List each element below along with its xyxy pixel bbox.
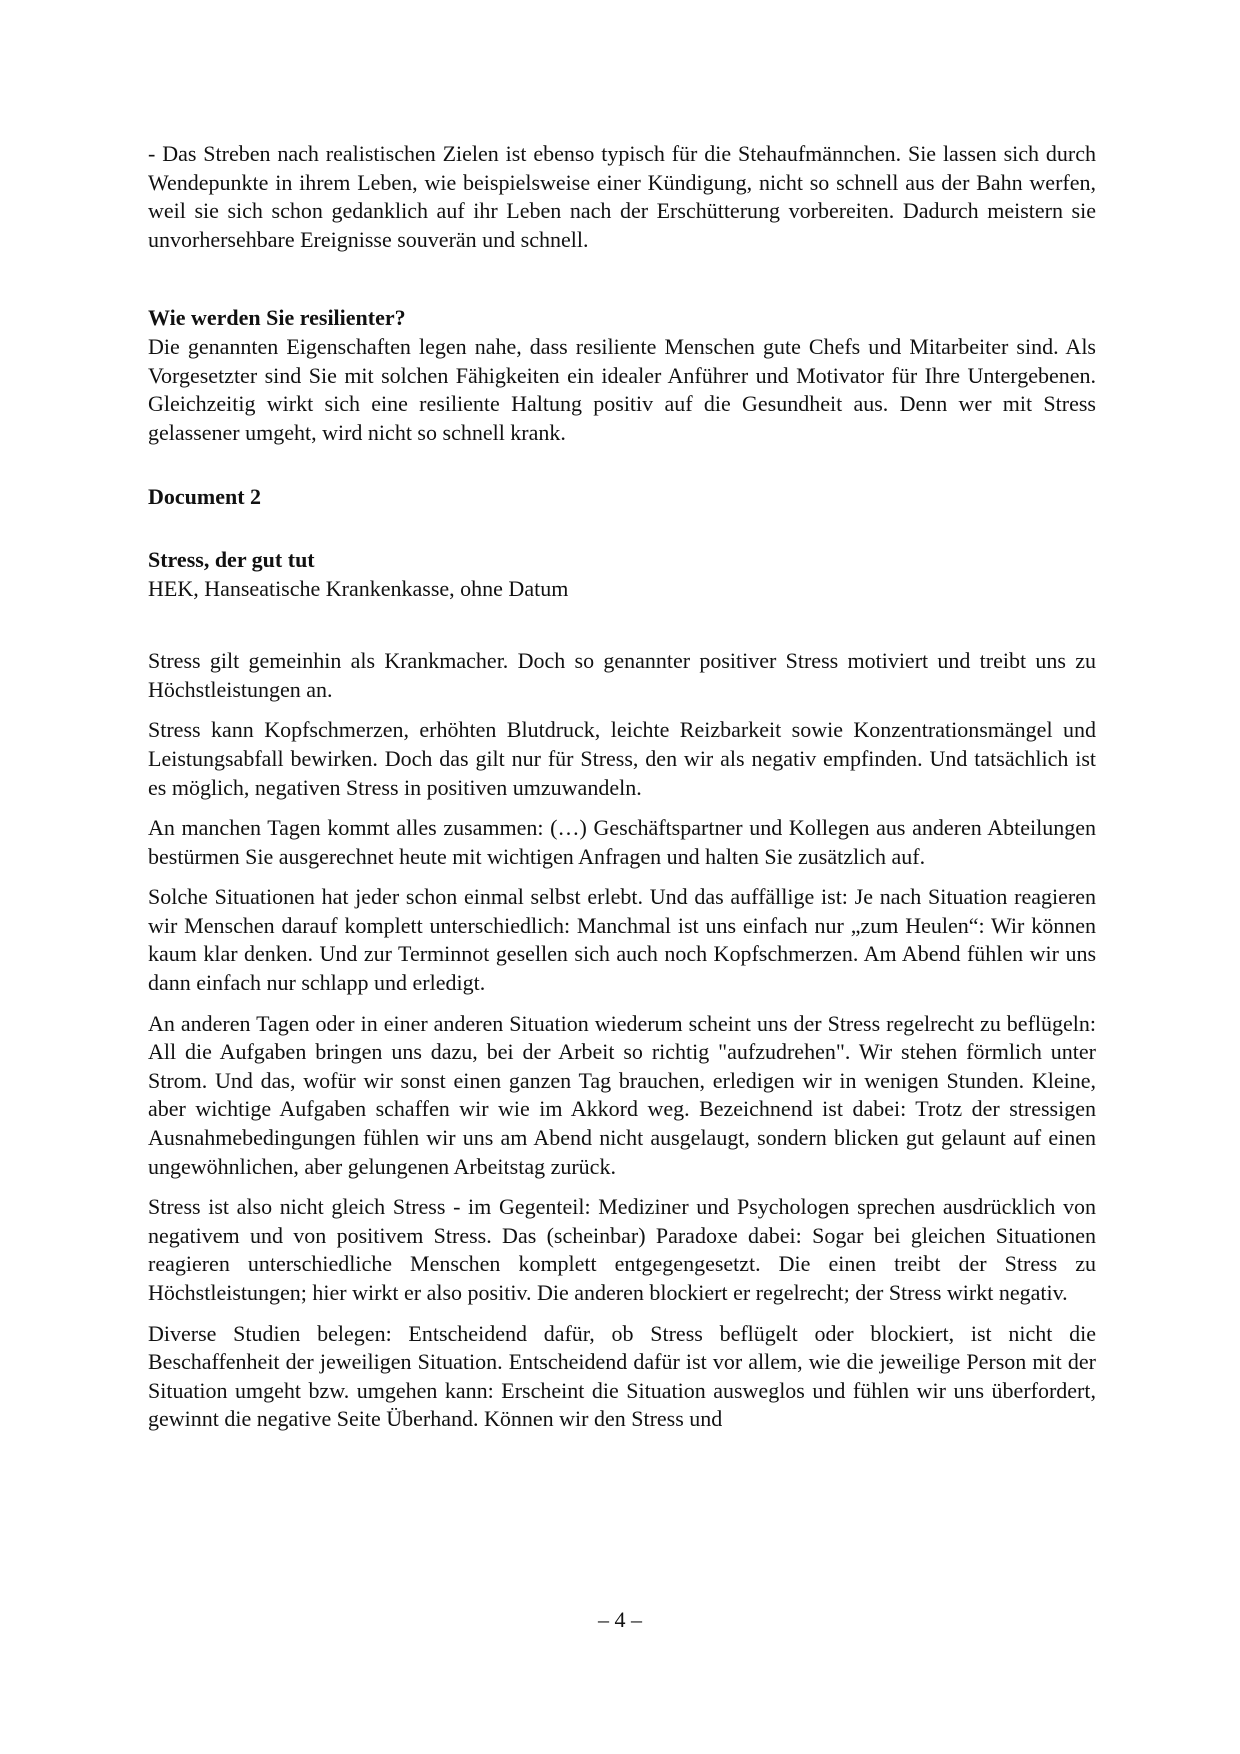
intro-paragraph: - Das Streben nach realistischen Zielen ist ebenso typisch für die Stehaufmännchen. Sie lassen sich durch Wendepunkte in ihrem Leben, wie beispielsweise einer Kündigung, nicht so schnell aus der Bahn werfen, weil sie sich schon gedanklich auf ihr Leben nach der Erschütterung vorbereiten. Dadurch meistern sie unvorhersehbare Ereignisse souverän und schnell. xyxy=(148,141,1096,252)
section-heading: Wie werden Sie resilienter? xyxy=(148,305,406,331)
document-source: HEK, Hanseatische Krankenkasse, ohne Datum xyxy=(148,575,569,601)
body-paragraph-3: An manchen Tagen kommt alles zusammen: (…) Geschäftspartner und Kollegen aus anderen Abteilungen bestürmen Sie ausgerechnet heute mit wichtigen Anfragen und halten Sie zusätzlich auf. xyxy=(148,815,1096,869)
spacer xyxy=(148,447,1096,483)
body-paragraph-7: Diverse Studien belegen: Entscheidend dafür, ob Stress beflügelt oder blockiert, ist nicht die Beschaffenheit der jeweiligen Situation. Entscheidend dafür ist vor allem, wie die jeweilige Person mit der Situation umgeht bzw. umgehen kann: Erscheint die Situation ausweglos und fühlen wir uns überfordert, gewinnt die negative Seite Überhand. Können wir den Stress und xyxy=(148,1320,1096,1432)
page-number: – 4 – xyxy=(598,1607,642,1632)
page-content xyxy=(148,140,1096,1434)
document-title: Stress, der gut tut xyxy=(148,546,315,572)
spacer xyxy=(148,254,1096,304)
body-paragraph-6: Stress ist also nicht gleich Stress - im Gegenteil: Mediziner und Psychologen sprechen ausdrücklich von negativem und von positivem Stress. Das (scheinbar) Paradoxe dabei: Sogar bei gleichen Situationen reagieren unterschiedliche Menschen komplett entgegengesetzt. Die einen treibt der Stress zu Höchstleistungen; hier wirkt er also positiv. Die anderen blockiert er regelrecht; der Stress wirkt negativ. xyxy=(148,1194,1096,1305)
section-paragraph: Die genannten Eigenschaften legen nahe, dass resiliente Menschen gute Chefs und Mitarbeiter sind. Als Vorgesetzter sind Sie mit solchen Fähigkeiten ein idealer Anführer und Motivator für Ihre Untergebenen. Gleichzeitig wirkt sich eine resiliente Haltung positiv auf die Gesundheit aus. Denn wer mit Stress gelassener umgeht, wird nicht so schnell krank. xyxy=(148,333,1096,445)
spacer xyxy=(148,512,1096,546)
spacer xyxy=(148,603,1096,647)
body-paragraph-2: Stress kann Kopfschmerzen, erhöhten Blutdruck, leichte Reizbarkeit sowie Konzentrationsmängel und Leistungsabfall bewirken. Doch das gilt nur für Stress, den wir als negativ empfinden. Und tatsächlich ist es möglich, negativen Stress in positiven umzuwandeln. xyxy=(148,717,1096,800)
body-paragraph-5: An anderen Tagen oder in einer anderen Situation wiederum scheint uns der Stress regelrecht zu beflügeln: All die Aufgaben bringen uns dazu, bei der Arbeit so richtig "aufzudrehen". Wir stehen förmlich unter Strom. Und das, wofür wir sonst einen ganzen Tag brauchen, erledigen wir in wenigen Stunden. Kleine, aber wichtige Aufgaben schaffen wir wie im Akkord weg. Bezeichnend ist dabei: Trotz der stressigen Ausnahmebedingungen fühlen wir uns am Abend nicht ausgelaugt, sondern blicken gut gelaunt auf einen ungewöhnlichen, aber gelungenen Arbeitstag zurück. xyxy=(148,1010,1096,1179)
body-paragraph-1: Stress gilt gemeinhin als Krankmacher. Doch so genannter positiver Stress motiviert und treibt uns zu Höchstleistungen an. xyxy=(148,648,1096,702)
body-paragraph-4: Solche Situationen hat jeder schon einmal selbst erlebt. Und das auffällige ist: Je nach Situation reagieren wir Menschen darauf komplett unterschiedlich: Manchmal ist uns einfach nur „zum Heulen“: Wir können kaum klar denken. Und zur Terminnot gesellen sich auch noch Kopfschmerzen. Am Abend fühlen wir uns dann einfach nur schlapp und erledigt. xyxy=(148,884,1096,996)
document-label: Document 2 xyxy=(148,484,262,510)
